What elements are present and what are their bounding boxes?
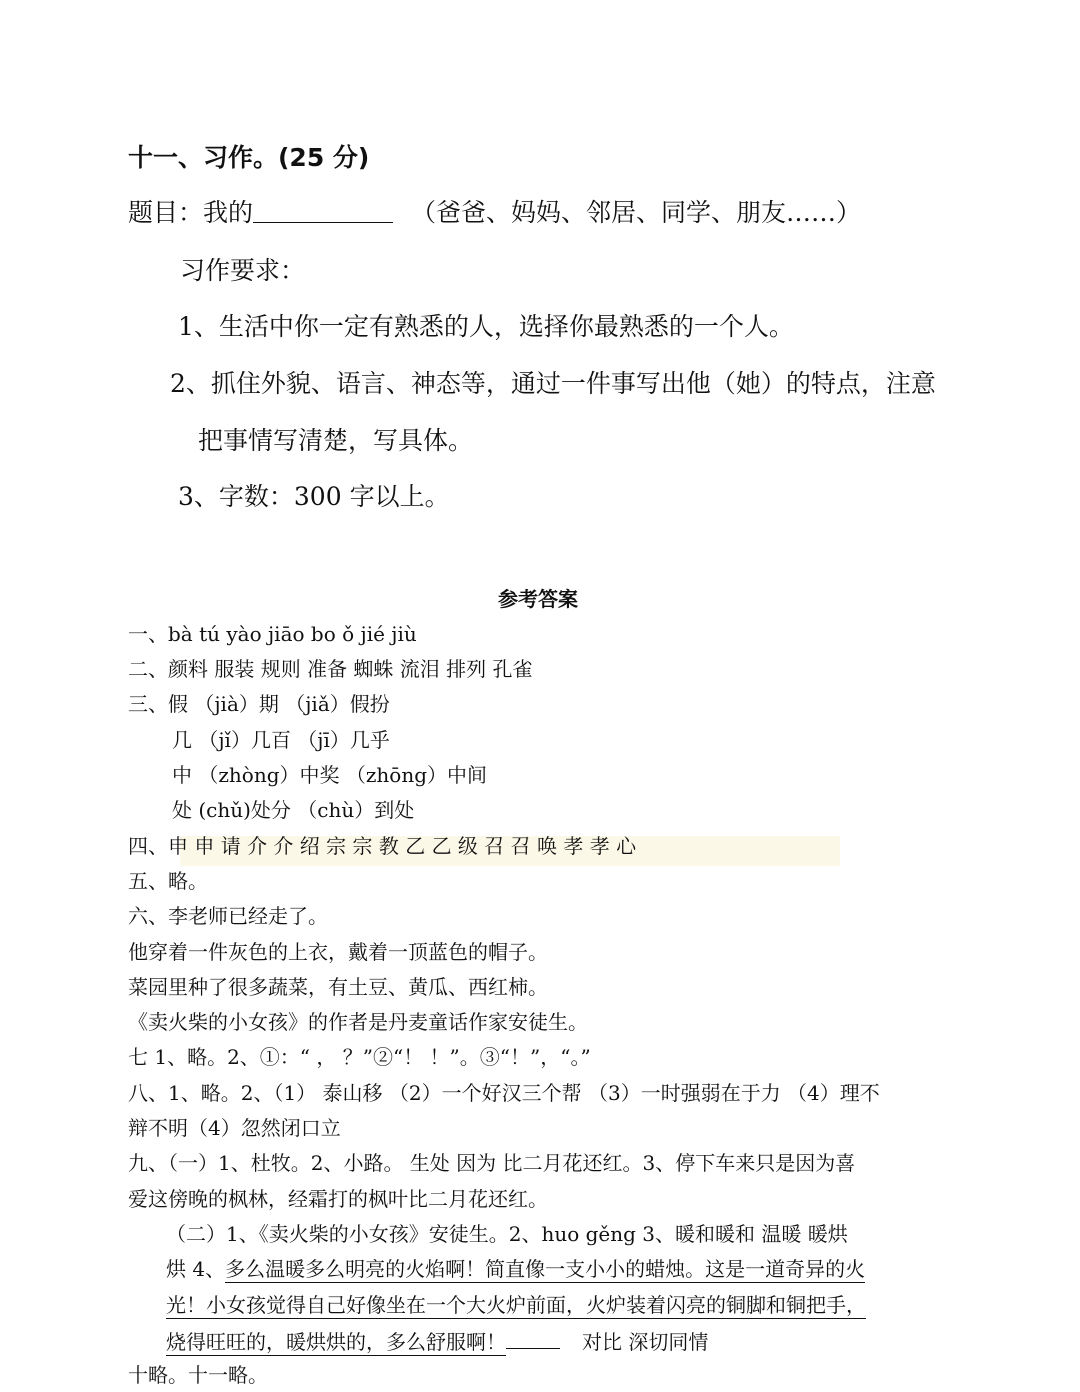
answer-9-line-3: （二）1、《卖火柴的小女孩》安徒生。2、huo gěng 3、暖和暖和 温暖 暖烘 (166, 1222, 848, 1246)
answer-3-line-1: 三、假 （jià）期 （jiǎ）假扮 (128, 692, 390, 716)
answer-9-line-6-blank (506, 1330, 560, 1349)
answer-9-line-5 (166, 1295, 866, 1315)
essay-topic-options: （爸爸、妈妈、邻居、同学、朋友……） (411, 198, 862, 227)
answer-3-line-3: 中 （zhòng）中奖 （zhōng）中间 (172, 763, 487, 787)
essay-requirement-2: 2、抓住外貌、语言、神态等，通过一件事写出他（她）的特点，注意 (170, 369, 936, 398)
essay-topic-blank (253, 200, 393, 223)
answer-9-line-6-underlined: 烧得旺旺的，暖烘烘的，多么舒服啊！ (166, 1330, 506, 1354)
answer-9-line-6 (166, 1330, 708, 1352)
essay-topic (128, 200, 861, 225)
answer-9-line-6-suffix: 对比 深切同情 (582, 1330, 709, 1354)
answer-10-11: 十略。十一略。 (128, 1363, 268, 1387)
answer-2: 二、颜料 服装 规则 准备 蜘蛛 流泪 排列 孔雀 (128, 657, 533, 681)
answer-7: 七 1、略。2、①：“ ， ？”②“！ ！”。③“！”，“。” (128, 1045, 591, 1069)
answer-6-line-3: 菜园里种了很多蔬菜，有土豆、黄瓜、西红柿。 (128, 975, 548, 999)
essay-requirement-1: 1、生活中你一定有熟悉的人，选择你最熟悉的一个人。 (178, 312, 794, 341)
essay-requirement-2-continued: 把事情写清楚，写具体。 (198, 426, 474, 455)
essay-section-title: 十一、习作。(25 分) (128, 143, 370, 172)
answer-5: 五、略。 (128, 869, 208, 893)
answer-6-line-4: 《卖火柴的小女孩》的作者是丹麦童话作家安徒生。 (128, 1010, 588, 1034)
answer-9-line-2: 爱这傍晚的枫林，经霜打的枫叶比二月花还红。 (128, 1187, 548, 1211)
answer-8-line-2: 辩不明（4）忽然闭口立 (128, 1116, 341, 1140)
answer-6-line-1: 六、李老师已经走了。 (128, 904, 328, 928)
essay-requirements-heading: 习作要求： (180, 256, 306, 285)
answer-9-line-4-prefix: 烘 4、 (166, 1257, 226, 1281)
answer-9-line-4 (166, 1259, 865, 1279)
essay-topic-prefix: 题目：我的 (128, 198, 254, 227)
answer-3-line-2: 几 （jǐ）几百 （jī）几乎 (172, 728, 390, 752)
answer-4: 四、申 申 请 介 介 绍 宗 宗 教 乙 乙 级 召 召 唤 孝 孝 心 (128, 834, 637, 858)
answers-title: 参考答案 (498, 587, 578, 611)
answer-9-line-4-underlined: 多么温暖多么明亮的火焰啊！简直像一支小小的蜡烛。这是一道奇异的火 (225, 1257, 866, 1281)
answer-9-line-1: 九、（一）1、杜牧。2、小路。 生处 因为 比二月花还红。3、停下车来只是因为喜 (128, 1151, 856, 1175)
answer-1: 一、bà tú yào jiāo bo ǒ jié jiù (128, 622, 417, 646)
answer-6-line-2: 他穿着一件灰色的上衣，戴着一顶蓝色的帽子。 (128, 940, 548, 964)
answer-8-line-1: 八、1、略。2、（1） 泰山移 （2）一个好汉三个帮 （3）一时强弱在于力 （4）理不 (128, 1081, 880, 1105)
answer-3-line-4: 处 (chǔ)处分 （chù）到处 (172, 798, 415, 822)
answer-9-line-5-underlined: 光！小女孩觉得自己好像坐在一个大火炉前面，火炉装着闪亮的铜脚和铜把手， (166, 1293, 866, 1317)
essay-requirement-3: 3、字数：300 字以上。 (178, 482, 450, 511)
